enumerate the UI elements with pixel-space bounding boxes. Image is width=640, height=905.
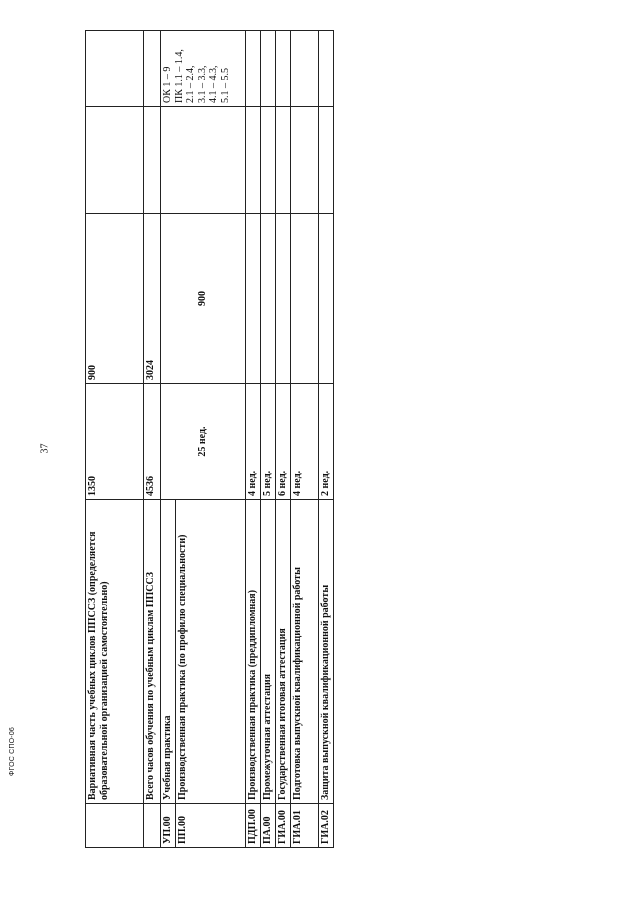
row-code: ГИА.01 (290, 804, 318, 848)
row-value-c (260, 107, 275, 214)
row-name: Производственная практика (преддипломная) (245, 500, 260, 804)
row-value-d (290, 31, 318, 107)
table-row (144, 31, 161, 848)
row-code: ГИА.02 (318, 804, 333, 848)
row-value-b: 900 (86, 214, 144, 384)
row-value-b: 900 (161, 214, 246, 384)
row-value-d (245, 31, 260, 107)
document-footer: ФГОС СПО-06 (9, 726, 16, 776)
row-code: ПП.00 (175, 804, 245, 848)
table-row (318, 31, 333, 848)
row-code (144, 804, 161, 848)
row-name: Защита выпускной квалификационной работы (318, 500, 333, 804)
row-value-b (245, 214, 260, 384)
row-name: Промежуточная аттестация (260, 500, 275, 804)
row-value-b (275, 214, 290, 384)
row-value-c (275, 107, 290, 214)
row-value-d (275, 31, 290, 107)
row-code (86, 804, 144, 848)
table-row (290, 31, 318, 848)
rotated-table-container (85, 31, 331, 848)
row-name: Подготовка выпускной квалификационной работы (290, 500, 318, 804)
row-value-b (260, 214, 275, 384)
row-value-d (260, 31, 275, 107)
row-value-a: 2 нед. (318, 384, 333, 500)
row-name: Государственная итоговая аттестация (275, 500, 290, 804)
row-value-a: 5 нед. (260, 384, 275, 500)
row-value-c (86, 107, 144, 214)
row-value-a: 4536 (144, 384, 161, 500)
row-code: УП.00 (161, 804, 176, 848)
page-number: 37 (39, 443, 51, 454)
row-competencies: ОК 1 – 9 ПК 1.1 – 1.4, 2.1 – 2.4, 3.1 – 3.3, 4.1 – 4.3, 5.1 – 5.5 (161, 31, 246, 107)
table-row (161, 31, 176, 848)
row-value-a: 4 нед. (245, 384, 260, 500)
table-row (245, 31, 260, 848)
row-code: ПА.00 (260, 804, 275, 848)
row-value-a: 25 нед. (161, 384, 246, 500)
row-code: ПДП.00 (245, 804, 260, 848)
curriculum-table (85, 30, 334, 848)
row-value-d (318, 31, 333, 107)
row-name: Учебная практика (161, 500, 176, 804)
table-row (260, 31, 275, 848)
row-value-c (290, 107, 318, 214)
row-value-b (290, 214, 318, 384)
row-value-a: 6 нед. (275, 384, 290, 500)
row-value-d (86, 31, 144, 107)
row-name: Вариативная часть учебных циклов ППССЗ (определяется образовательной организацией самостоятельно) (86, 500, 144, 804)
row-value-b (318, 214, 333, 384)
row-name: Производственная практика (по профилю специальности) (175, 500, 245, 804)
row-value-d (144, 31, 161, 107)
row-value-a: 1350 (86, 384, 144, 500)
row-value-c (245, 107, 260, 214)
row-value-c (318, 107, 333, 214)
row-value-a: 4 нед. (290, 384, 318, 500)
table-row (86, 31, 144, 848)
row-name: Всего часов обучения по учебным циклам ППССЗ (144, 500, 161, 804)
table-row (275, 31, 290, 848)
row-value-c (144, 107, 161, 214)
row-value-c (161, 107, 246, 214)
row-value-b: 3024 (144, 214, 161, 384)
row-code: ГИА.00 (275, 804, 290, 848)
